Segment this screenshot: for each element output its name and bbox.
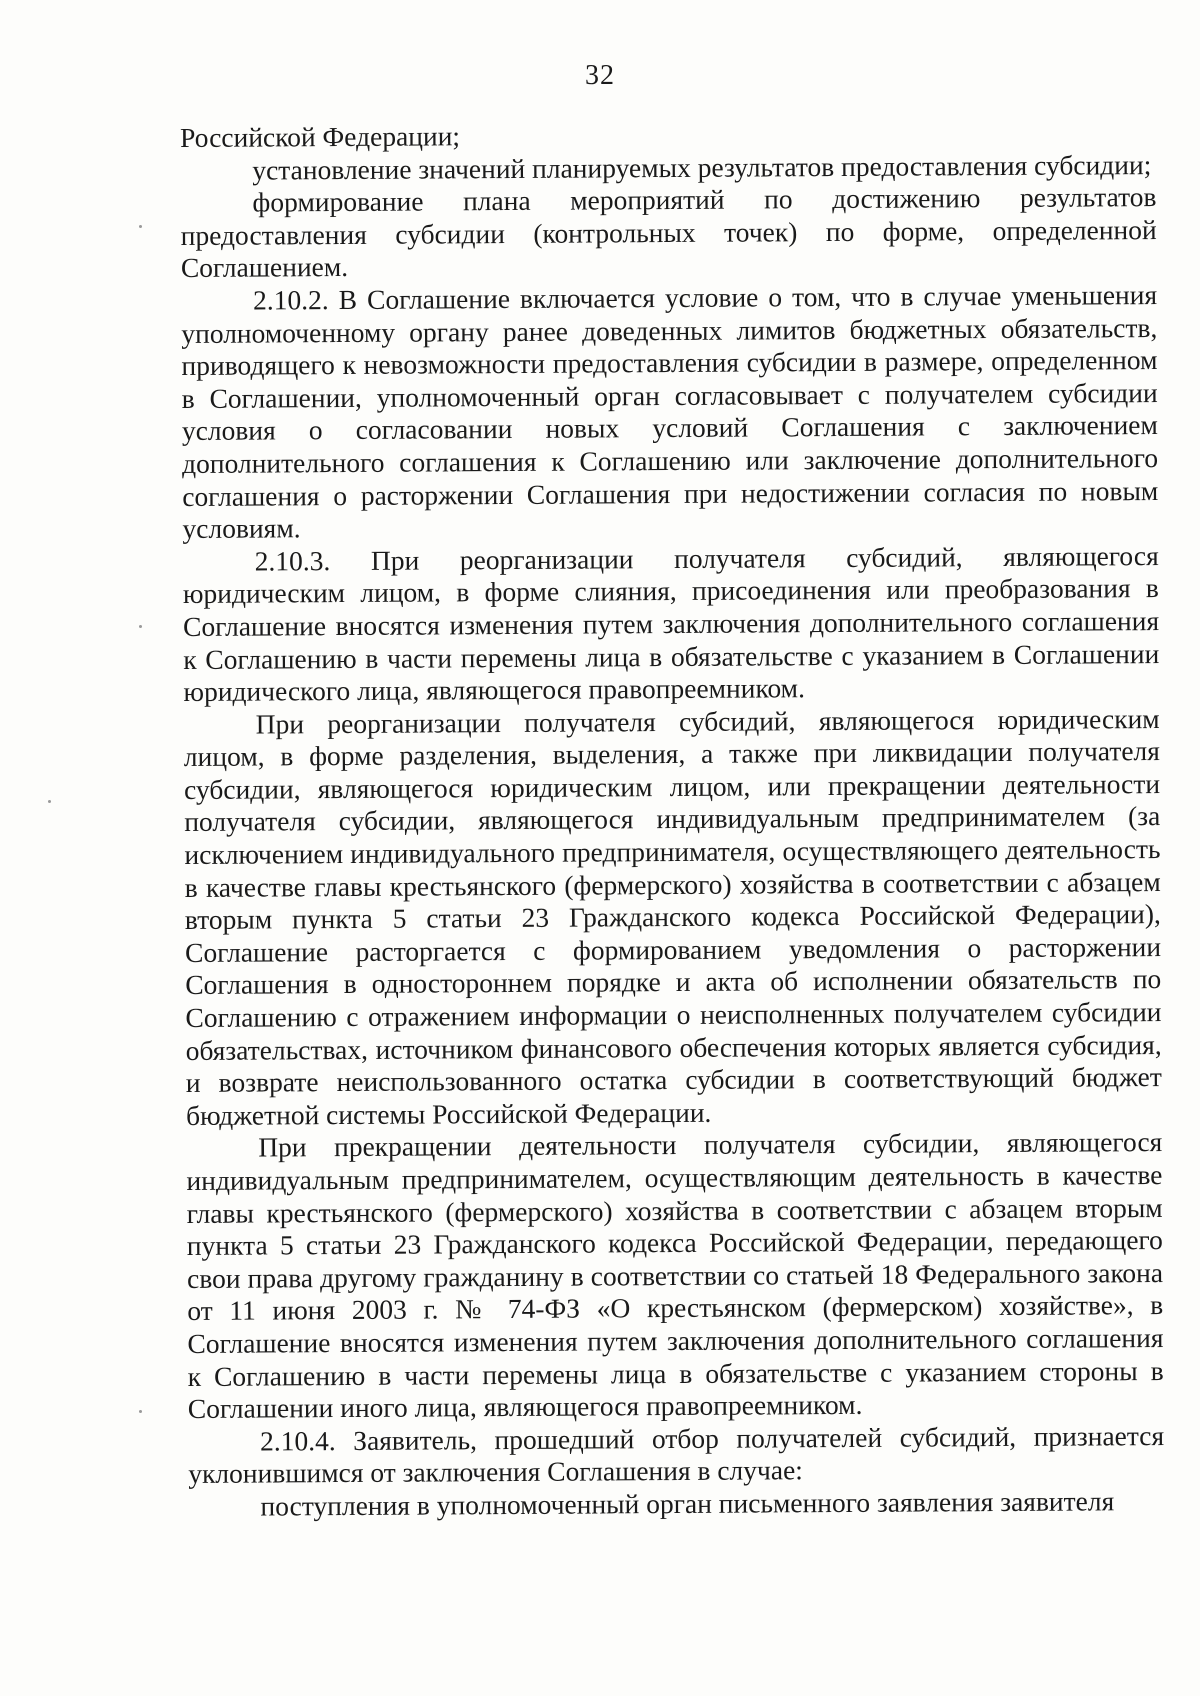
- document-body: [180, 116, 1165, 1523]
- scan-speck: [48, 800, 51, 803]
- paragraph-5: 2.10.3. При реорганизации получателя субсидий, являющегося юридическим лицом, в форме слияния, присоединения или преобразования в Соглашение вносятся изменения путем заключения дополнительного соглашения к Соглашению в части перемены лица в обязательстве с указанием в Соглашении юридического лица, являющегося правопреемником.: [182, 539, 1160, 708]
- scan-speck: [139, 225, 142, 228]
- scan-speck: [139, 625, 142, 628]
- paragraph-9: поступления в уполномоченный орган письменного заявления заявителя: [260, 1485, 1115, 1522]
- page-number: 32: [585, 60, 615, 91]
- scan-speck: [139, 1410, 142, 1413]
- paragraph-1: Российской Федерации;: [180, 120, 461, 153]
- paragraph-8: 2.10.4. Заявитель, прошедший отбор получателей субсидий, признается уклонившимся от заключения Соглашения в случае:: [188, 1419, 1165, 1490]
- paragraph-3: формирование плана мероприятий по достижению результатов предоставления субсидии (контрольных точек) по форме, определенной Соглашением.: [180, 181, 1157, 284]
- paragraph-2: установление значений планируемых результатов предоставления субсидии;: [252, 148, 1152, 186]
- paragraph-4: 2.10.2. В Соглашение включается условие о том, что в случае уменьшения уполномоченному органу ранее доведенных лимитов бюджетных обязательств, приводящего к невозможности предоставления субсидии в размере, определенном в Соглашении, уполномоченный орган согласовывает с получателем субсидии условия о согласовании новых условий Соглашения с заключением дополнительного соглашения к Соглашению или заключение дополнительного соглашения о расторжении Соглашения при недостижении согласия по новым условиям.: [181, 279, 1159, 545]
- paragraph-7: При прекращении деятельности получателя субсидии, являющегося индивидуальным предпринимателем, осуществляющим деятельность в качестве главы крестьянского (фермерского) хозяйства в соответствии с абзацем вторым пункта 5 статьи 23 Гражданского кодекса Российской Федерации, передающего свои права другому гражданину в соответствии со статьей 18 Федерального закона от 11 июня 2003 г. № 74-ФЗ «О крестьянском (фермерском) хозяйстве», в Соглашение вносятся изменения путем заключения дополнительного соглашения к Соглашению в части перемены лица в обязательстве с указанием стороны в Соглашении иного лица, являющегося правопреемником.: [186, 1126, 1164, 1425]
- paragraph-6: При реорганизации получателя субсидий, являющегося юридическим лицом, в форме разделения, выделения, а также при ликвидации получателя субсидии, являющегося юридическим лицом, или прекращении деятельности получателя субсидии, являющегося индивидуальным предпринимателем (за исключением индивидуального предпринимателя, осуществляющего деятельность в качестве главы крестьянского (фермерского) хозяйства в соответствии с абзацем вторым пункта 5 статьи 23 Гражданского кодекса Российской Федерации), Соглашение расторгается с формированием уведомления о расторжении Соглашения в одностороннем порядке и акта об исполнении обязательств по Соглашению с отражением информации о неисполненных получателем субсидии обязательствах, источником финансового обеспечения которых является субсидия, и возврате неиспользованного остатка субсидии в соответствующий бюджет бюджетной системы Российской Федерации.: [183, 702, 1162, 1131]
